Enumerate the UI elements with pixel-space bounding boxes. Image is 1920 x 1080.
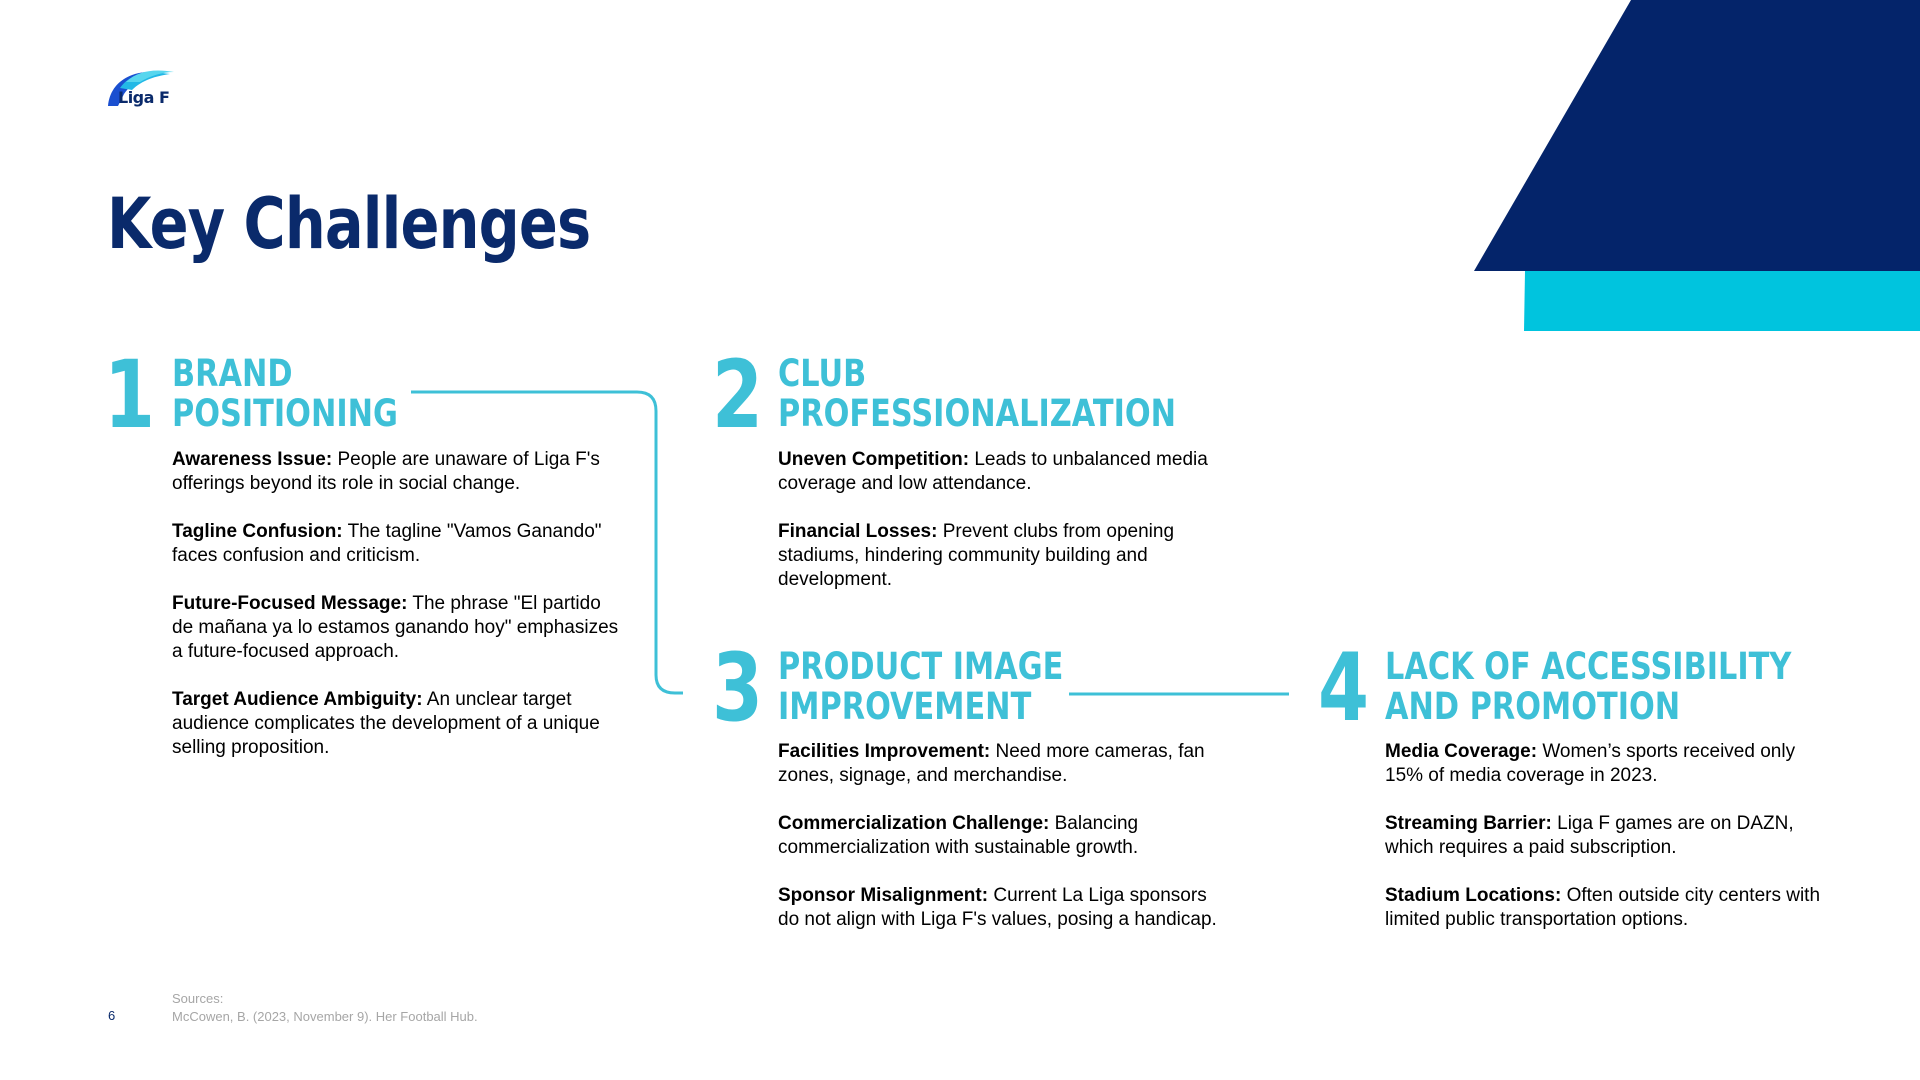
item-text: Need more cameras, fan zones, signage, and merchandise. xyxy=(778,741,1205,786)
list-item xyxy=(778,448,1208,496)
section-title-club-professionalization xyxy=(778,354,1176,434)
section-title-line: CLUB xyxy=(778,352,867,395)
section-title-line: BRAND xyxy=(172,352,293,395)
item-text: Liga F games are on DAZN, which requires a paid subscription. xyxy=(1385,813,1794,858)
section-title-brand-positioning xyxy=(172,354,398,434)
list-item xyxy=(172,520,622,568)
item-label: Media Coverage: xyxy=(1385,741,1538,762)
item-label: Future-Focused Message: xyxy=(172,593,408,614)
section-title-line: PROFESSIONALIZATION xyxy=(778,392,1177,435)
section-title-line: LACK OF ACCESSIBILITY xyxy=(1385,645,1792,688)
section-number-4: 4 xyxy=(1318,634,1370,743)
item-text: Often outside city centers with limited public transportation options. xyxy=(1385,885,1821,930)
section-number-1: 1 xyxy=(104,341,156,450)
item-label: Stadium Locations: xyxy=(1385,885,1562,906)
section-title-product-image xyxy=(778,647,1063,727)
list-item xyxy=(778,884,1218,932)
sources-heading: Sources: xyxy=(172,991,224,1006)
item-label: Streaming Barrier: xyxy=(1385,813,1552,834)
item-label: Financial Losses: xyxy=(778,521,938,542)
item-text: Women’s sports received only 15% of media coverage in 2023. xyxy=(1385,741,1796,786)
page-number: 6 xyxy=(108,1008,116,1023)
page-title: Key Challenges xyxy=(107,183,591,265)
section-2-items xyxy=(778,448,1208,616)
section-3-items xyxy=(778,740,1218,956)
item-text: Balancing commercialization with sustainable growth. xyxy=(778,813,1139,858)
item-label: Target Audience Ambiguity: xyxy=(172,689,423,710)
list-item xyxy=(172,688,622,760)
item-label: Awareness Issue: xyxy=(172,449,333,470)
list-item xyxy=(778,740,1218,788)
item-label: Commercialization Challenge: xyxy=(778,813,1050,834)
sources-citation: McCowen, B. (2023, November 9). Her Football Hub. xyxy=(172,1009,478,1024)
section-title-accessibility xyxy=(1385,647,1791,727)
section-title-line: POSITIONING xyxy=(172,392,398,435)
list-item xyxy=(172,448,622,496)
list-item xyxy=(778,812,1218,860)
item-text: Current La Liga sponsors do not align with Liga F's values, posing a handicap. xyxy=(778,885,1217,930)
list-item xyxy=(778,520,1208,592)
sources-block xyxy=(172,990,478,1026)
section-title-line: AND PROMOTION xyxy=(1385,685,1681,728)
section-1-items xyxy=(172,448,622,784)
item-label: Facilities Improvement: xyxy=(778,741,991,762)
item-text: Prevent clubs from opening stadiums, hindering community building and development. xyxy=(778,521,1175,590)
item-text: The tagline "Vamos Ganando" faces confusion and criticism. xyxy=(172,521,602,566)
item-text: Leads to unbalanced media coverage and low attendance. xyxy=(778,449,1208,494)
item-text: An unclear target audience complicates the development of a unique selling proposition. xyxy=(172,689,600,758)
item-text: People are unaware of Liga F's offerings beyond its role in social change. xyxy=(172,449,600,494)
item-label: Tagline Confusion: xyxy=(172,521,343,542)
list-item xyxy=(1385,812,1825,860)
item-text: The phrase "El partido de mañana ya lo estamos ganando hoy" emphasizes a future-focused approach. xyxy=(172,593,619,662)
list-item xyxy=(1385,884,1825,932)
cyan-stripe-shape xyxy=(1524,271,1920,331)
list-item xyxy=(1385,740,1825,788)
item-label: Uneven Competition: xyxy=(778,449,970,470)
section-4-items xyxy=(1385,740,1825,956)
section-title-line: PRODUCT IMAGE xyxy=(778,645,1064,688)
navy-trapezoid-shape xyxy=(1474,0,1920,271)
section-number-3: 3 xyxy=(712,634,764,743)
list-item xyxy=(172,592,622,664)
item-label: Sponsor Misalignment: xyxy=(778,885,989,906)
logo-wordmark: Liga F xyxy=(118,88,170,107)
section-title-line: IMPROVEMENT xyxy=(778,685,1032,728)
section-number-2: 2 xyxy=(712,341,764,450)
